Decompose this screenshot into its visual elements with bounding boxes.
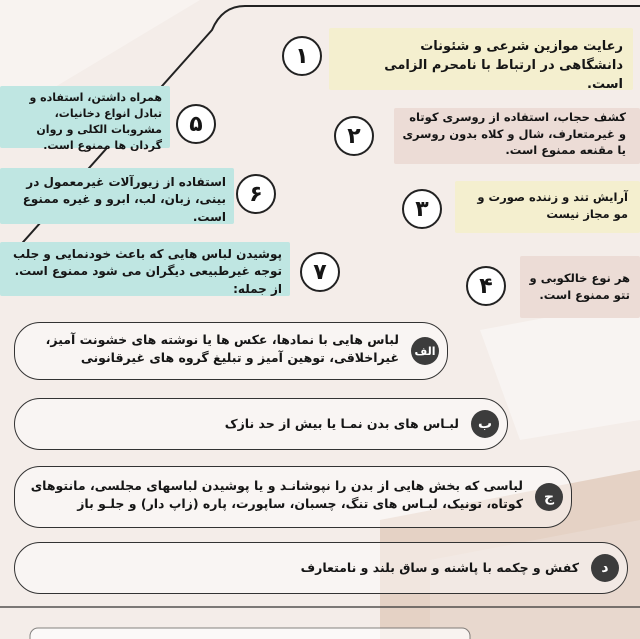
next-card-edge (30, 628, 470, 639)
sub-item-text: کفش و چکمه با پاشنه و ساق بلند و نامتعارف (300, 560, 579, 575)
rule-text-3: آرایش تند و زننده صورت و مو مجاز نیست (477, 190, 628, 221)
rule-number-7: ۷ (300, 252, 340, 292)
rule-number-3: ۳ (402, 189, 442, 229)
rule-number-1: ۱ (282, 36, 322, 76)
sub-item-letter: ج (535, 483, 563, 511)
rule-number-4: ۴ (466, 266, 506, 306)
rule-text-5: همراه داشتن، استفاده و تبادل انواع دخانیات، مشروبات الکلی و روان گردان ها ممنوع است. (29, 91, 162, 152)
rule-text-7: پوشیدن لباس هایی که باعث خودنمایی و جلب توجه غیرطبیعی دیگران می شود ممنوع است. از جمله: (13, 247, 282, 296)
sub-item-alef (14, 322, 448, 380)
rule-text-4: هر نوع خالکوبی و تتو ممنوع است. (529, 271, 630, 302)
sub-item-text: لباس هایی با نمادها، عکس ها یا نوشته های خشونت آمیز، غیراخلاقی، توهین آمیز و تبلیغ گروه های غیرقانونی (45, 332, 399, 366)
sub-item-dal (14, 542, 628, 594)
rule-number-6: ۶ (236, 174, 276, 214)
sub-item-letter: الف (411, 337, 439, 365)
sub-item-letter: د (591, 554, 619, 582)
rule-number-2: ۲ (334, 116, 374, 156)
sub-item-be (14, 398, 508, 450)
sub-item-text: لبـاس های بدن نمـا یا بیش از حد نازک (224, 416, 459, 431)
sub-item-text: لباسی که بخش هایی از بدن را نپوشانـد و یا پوشیدن لباسهای مجلسی، مانتوهای کوتاه، تونیک، لبـاس های تنگ، چسبان، ساپورت، پاره (زاپ دار) و جلـو باز (30, 478, 523, 512)
rule-number-5: ۵ (176, 104, 216, 144)
rule-text-2: کشف حجاب، استفاده از روسری کوتاه و غیرمتعارف، شال و کلاه بدون روسری یا مقنعه ممنوع است. (402, 110, 626, 158)
sub-item-jim (14, 466, 572, 528)
sub-item-letter: ب (471, 410, 499, 438)
rule-text-1: رعایت موازین شرعی و شئونات دانشگاهی در ارتباط با نامحرم الزامی است. (384, 39, 623, 92)
rule-text-6: استفاده از زیورآلات غیرمعمول در بینی، زبان، لب، ابرو و غیره ممنوع است. (22, 175, 226, 224)
